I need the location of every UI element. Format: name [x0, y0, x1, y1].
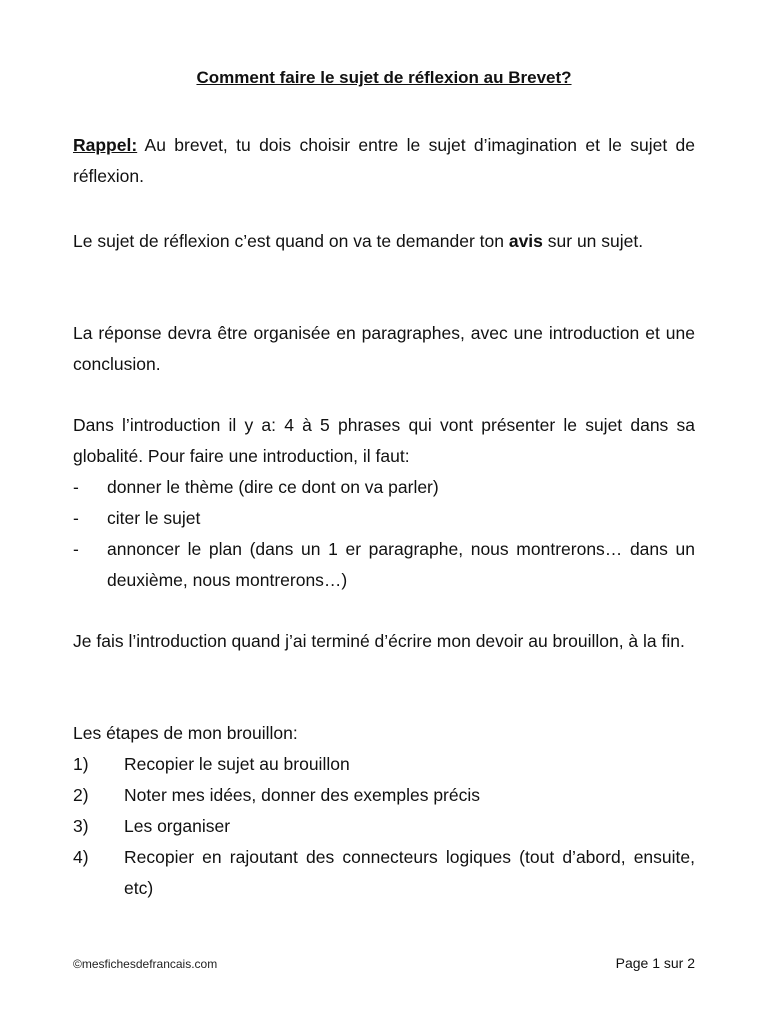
avis-after: sur un sujet.: [542, 231, 644, 251]
paragraph-rappel: [73, 130, 695, 192]
list-item: [73, 749, 695, 780]
dash-marker: -: [73, 539, 79, 559]
list-item-text: Les organiser: [124, 816, 231, 836]
rappel-text: Au brevet, tu dois choisir entre le sujet d’imagination et le sujet de réflexion.: [73, 135, 695, 186]
dash-marker: -: [73, 477, 79, 497]
avis-before: Le sujet de réflexion c’est quand on va te demander ton: [73, 231, 509, 251]
etapes-numbered-list: [73, 749, 695, 904]
list-item: [73, 811, 695, 842]
list-item: [73, 534, 695, 596]
list-item: [73, 472, 695, 503]
list-item-text: citer le sujet: [107, 508, 201, 528]
number-marker: 4): [73, 847, 89, 867]
list-item-text: Recopier le sujet au brouillon: [124, 754, 350, 774]
footer-page-number: Page 1 sur 2: [615, 955, 695, 971]
list-item-text: donner le thème (dire ce dont on va parler): [107, 477, 439, 497]
number-marker: 3): [73, 816, 89, 836]
list-item-text: Recopier en rajoutant des connecteurs logiques (tout d’abord, ensuite, etc): [124, 847, 695, 898]
list-item: [73, 780, 695, 811]
page-title: Comment faire le sujet de réflexion au Brevet?: [196, 68, 572, 87]
paragraph-avis: [73, 226, 695, 257]
list-item: [73, 842, 695, 904]
paragraph-fin: Je fais l’introduction quand j’ai terminé d’écrire mon devoir au brouillon, à la fin.: [73, 631, 685, 651]
list-item-text: annoncer le plan (dans un 1 er paragraphe, nous montrerons… dans un deuxième, nous montrerons…): [107, 539, 695, 590]
paragraph-reponse: La réponse devra être organisée en paragraphes, avec une introduction et une conclusion.: [73, 323, 695, 374]
avis-bold: avis: [508, 231, 543, 251]
footer-copyright: ©mesfichesdefrancais.com: [73, 957, 218, 971]
paragraph-introduction: Dans l’introduction il y a: 4 à 5 phrases qui vont présenter le sujet dans sa globalité. Pour faire une introduction, il faut:: [73, 415, 695, 466]
number-marker: 2): [73, 785, 89, 805]
rappel-label: Rappel:: [73, 135, 138, 155]
paragraph-etapes: Les étapes de mon brouillon:: [73, 723, 298, 743]
dash-marker: -: [73, 508, 79, 528]
list-item: [73, 503, 695, 534]
number-marker: 1): [73, 754, 89, 774]
list-item-text: Noter mes idées, donner des exemples précis: [124, 785, 481, 805]
intro-bullet-list: [73, 472, 695, 596]
